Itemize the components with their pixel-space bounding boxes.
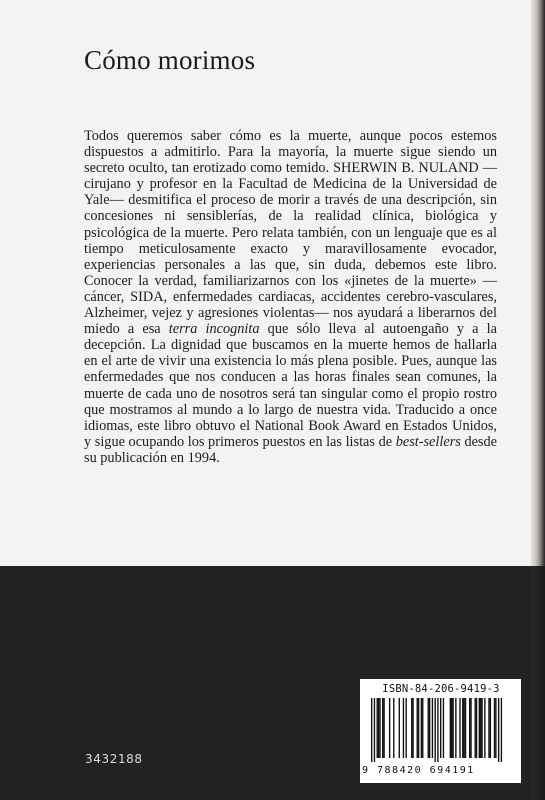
barcode-bar: [379, 698, 380, 758]
barcode-bar: [432, 698, 433, 758]
blurb-text-2: que sólo lleva al autoengaño y a la decepción. La dignidad que buscamos en la muerte hemos de hallarla en el arte de vivir una existencia lo más plena posible. Pues, aunque las enfermedades que nos conducen a las horas finales sean comunes, la muerte de cada uno de nosotros será tan singular como el propio rostro que mostramos al mundo a lo largo de nuestra vida. Traducido a once idiomas, este libro obtuvo el National Book Award en Estados Unidos, y sigue ocupando los primeros puestos en las listas de: [84, 321, 497, 450]
barcode-bar: [480, 698, 481, 758]
barcode-bar: [429, 698, 430, 758]
barcode-bar: [422, 698, 423, 758]
barcode-bar: [476, 698, 477, 758]
barcode-bar: [421, 698, 422, 758]
barcode-bar: [475, 698, 476, 758]
book-title: Cómo morimos: [84, 45, 256, 75]
isbn-text: ISBN-84-206-9419-3: [382, 683, 500, 695]
blurb-italic-terra-incognita: terra incognita: [168, 321, 260, 338]
barcode-bar: [389, 698, 390, 758]
barcode-bar: [434, 698, 435, 762]
barcode-bar: [484, 698, 485, 758]
barcode-bar: [393, 698, 394, 758]
barcode-bar: [383, 698, 384, 758]
ean-digits: 9 788420 694191: [362, 765, 475, 776]
barcode-bar: [469, 698, 470, 758]
barcode-bar: [371, 698, 372, 762]
barcode-bar: [428, 698, 429, 758]
barcode-bar: [490, 698, 491, 758]
barcode-bar: [399, 698, 400, 758]
barcode-bar: [462, 698, 463, 758]
barcode-icon: [364, 698, 517, 762]
barcode-bar: [443, 698, 444, 758]
barcode-bar: [450, 698, 451, 758]
barcode-bar: [459, 698, 460, 758]
barcode-bar: [378, 698, 379, 758]
barcode-bar: [411, 698, 412, 758]
barcode-bar: [452, 698, 453, 758]
barcode-bar: [382, 698, 383, 758]
barcode-bar: [412, 698, 413, 758]
barcode-bar: [374, 698, 375, 762]
barcode-label: [360, 679, 521, 783]
barcode-bar: [418, 698, 419, 758]
blurb-text-1: Todos queremos saber cómo es la muerte, aunque pocos estemos dispuestos a admitirlo. Para la mayoría, la muerte sigue siendo un secreto oculto, tan erotizado como temido. SHERWIN B. NULAND —cirujano y profesor en la Facultad de Medicina de la Universidad de Yale— desmitifica el proceso de morir a través de una descripción, sin concesiones ni sensiblerías, de la realidad clínica, biológica y psicológica de la muerte. Pero relata también, con un lenguaje que es al tiempo meticulosamente exacto y maravillosamente evocador, experiencias personales a las que, sin duda, debemos este libro. Conocer la verdad, familiarizarnos con los «jinetes de la muerte» —cáncer, SIDA, enfermedades cardiacas, accidentes cerebro-vasculares, Alzheimer, vejez y agresiones violentas— nos ayudará a liberarnos del miedo a esa: [84, 128, 497, 338]
blurb-italic-best-sellers: best-sellers: [395, 433, 461, 450]
back-cover-blurb: [84, 128, 497, 466]
barcode-bar: [498, 698, 499, 762]
barcode-bar: [455, 698, 456, 758]
barcode-bar: [488, 698, 489, 758]
barcode-bar: [481, 698, 482, 758]
barcode-bar: [479, 698, 480, 758]
barcode-bar: [437, 698, 438, 762]
barcode-bar: [494, 698, 495, 758]
barcode-bar: [406, 698, 407, 758]
cover-edge-dark: [531, 566, 545, 800]
barcode-bar: [451, 698, 452, 758]
barcode-bar: [470, 698, 471, 758]
barcode-bar: [417, 698, 418, 758]
barcode-bar: [440, 698, 441, 758]
barcode-bar: [465, 698, 466, 758]
barcode-bar: [463, 698, 464, 758]
blurb-text-3: desde su publicación en 1994.: [84, 433, 497, 466]
catalog-number: 3432188: [85, 752, 143, 766]
barcode-bar: [403, 698, 404, 758]
barcode-bar: [377, 698, 378, 758]
barcode-bar: [501, 698, 502, 762]
cover-edge: [531, 0, 545, 800]
barcode-bar: [495, 698, 496, 758]
